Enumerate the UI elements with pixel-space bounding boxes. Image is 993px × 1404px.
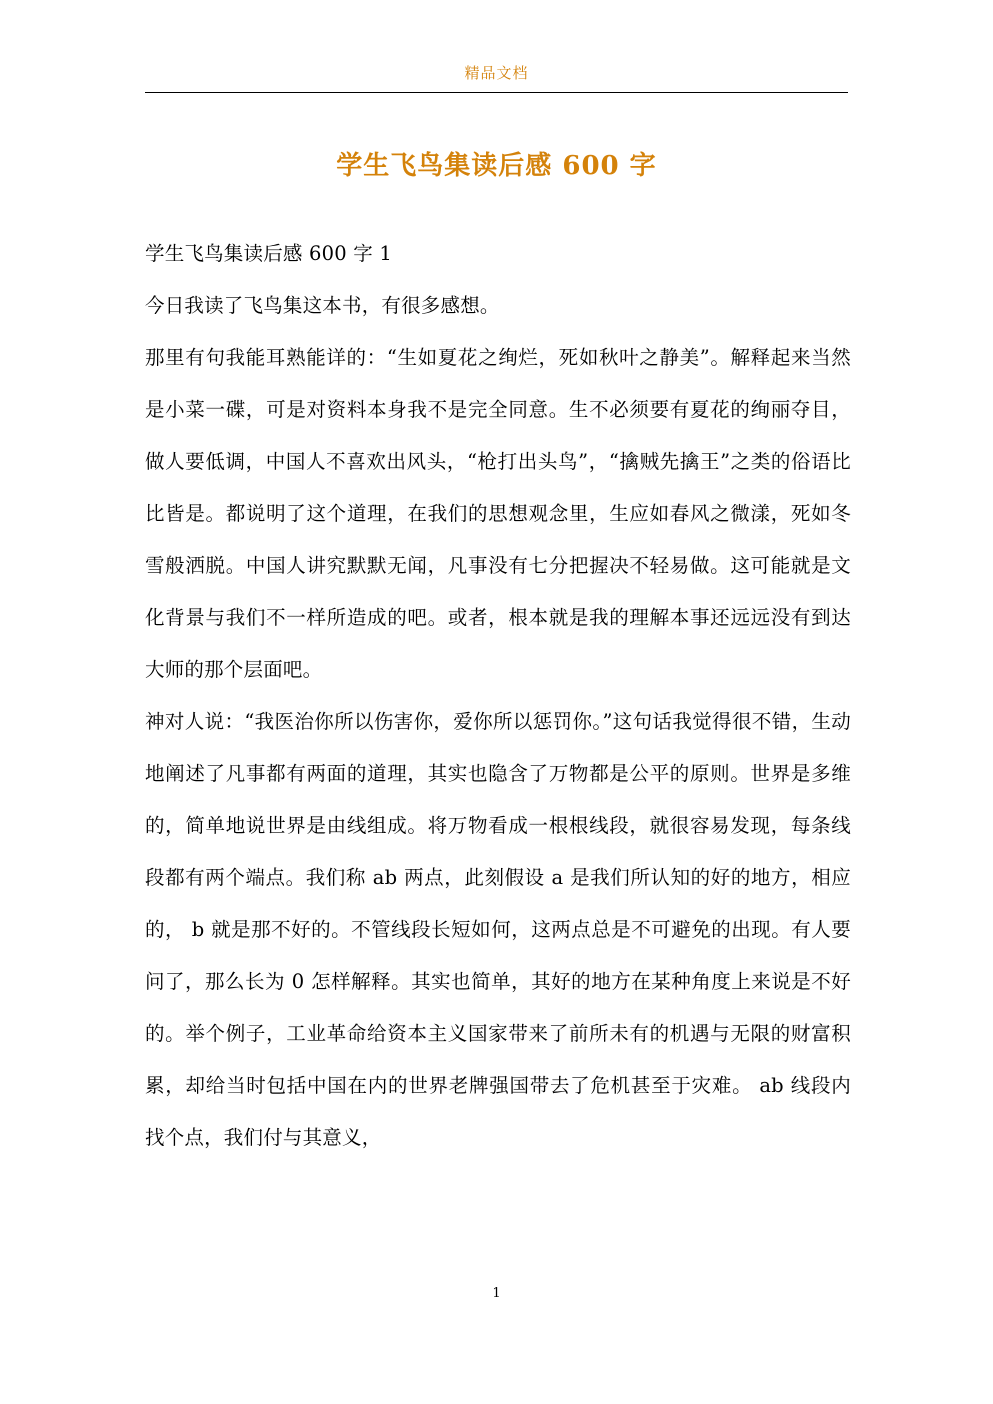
page-header-watermark: 精品文档	[464, 64, 529, 82]
paragraph-3: 那里有句我能耳熟能详的：“生如夏花之绚烂，死如秋叶之静美”。解释起来当然是小菜一碟，可是对资料本身我不是完全同意。生不必须要有夏花的绚丽夺目，做人要低调，中国人不喜欢出风头，“枪打出头鸟”，“擒贼先擒王”之类的俗语比比皆是。都说明了这个道理，在我们的思想观念里，生应如春风之微漾，死如冬雪般洒脱。中国人讲究默默无闻，凡事没有七分把握决不轻易做。这可能就是文化背景与我们不一样所造成的吧。或者，根本就是我的理解本事还远远没有到达大师的那个层面吧。	[145, 346, 851, 681]
document-body	[145, 228, 851, 1164]
paragraph-2: 今日我读了飞鸟集这本书，有很多感想。	[145, 294, 500, 317]
page-number: 1	[492, 1286, 501, 1301]
header-divider	[145, 92, 848, 93]
paragraph-1: 学生飞鸟集读后感 600 字 1	[145, 242, 392, 265]
paragraph-4: 神对人说：“我医治你所以伤害你，爱你所以惩罚你。”这句话我觉得很不错，生动地阐述了凡事都有两面的道理，其实也隐含了万物都是公平的原则。世界是多维的，简单地说世界是由线组成。将万物看成一根根线段，就很容易发现，每条线段都有两个端点。我们称 ab 两点，此刻假设 a 是我们所认知的好的地方，相应的， b 就是那不好的。不管线段长短如何，这两点总是不可避免的出现。有人要问了，那么长为 0 怎样解释。其实也简单，其好的地方在某种角度上来说是不好的。举个例子，工业革命给资本主义国家带来了前所未有的机遇与无限的财富积累，却给当时包括中国在内的世界老牌强国带去了危机甚至于灾难。 ab 线段内找个点，我们付与其意义，	[145, 710, 851, 1149]
page-title: 学生飞鸟集读后感 600 字	[336, 151, 657, 182]
